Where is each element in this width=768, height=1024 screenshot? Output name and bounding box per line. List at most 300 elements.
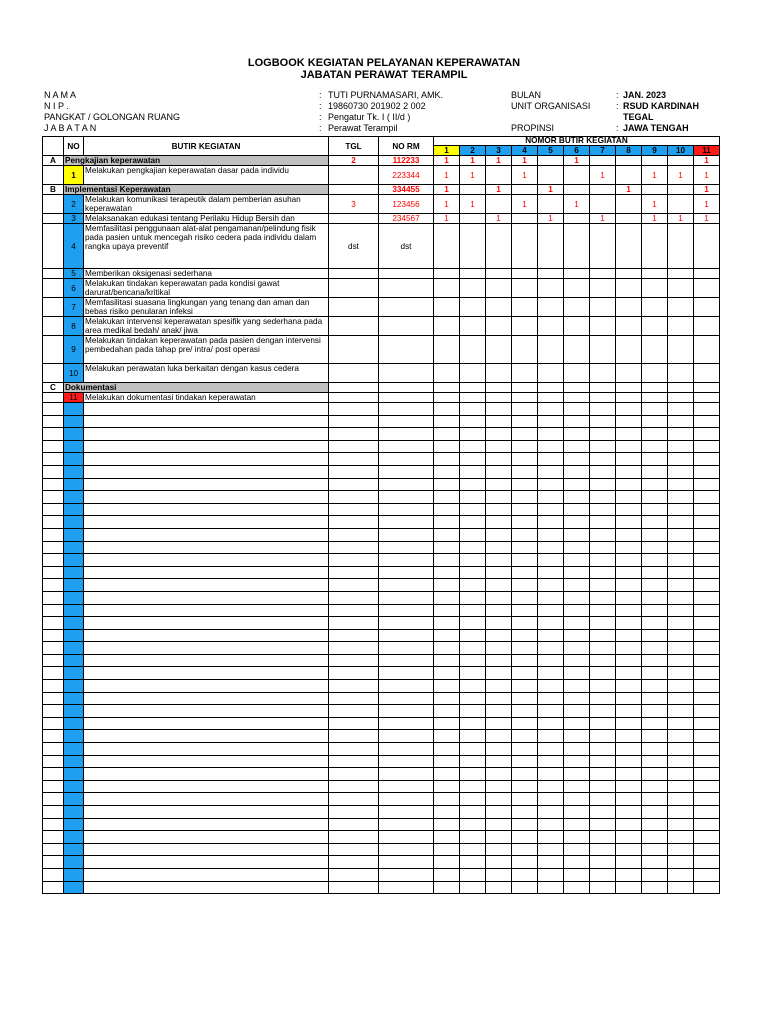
blank-cell [329,793,379,806]
blank-cell [434,591,460,604]
blank-cell [43,654,64,667]
blank-cell [84,579,329,592]
blank-cell [43,166,64,185]
blank-cell [379,440,434,453]
row-number [64,453,84,466]
blank-cell [43,831,64,844]
title-line-1: LOGBOOK KEGIATAN PELAYANAN KEPERAWATAN [247,57,521,69]
blank-cell [43,667,64,680]
blank-cell [642,566,668,579]
blank-cell [668,768,694,781]
blank-cell [460,654,486,667]
blank-cell [43,516,64,529]
blank-cell [590,629,616,642]
mark-cell [564,393,590,403]
blank-cell [329,554,379,567]
blank-cell [329,806,379,819]
blank-cell [616,768,642,781]
mark-cell [460,269,486,279]
blank-cell [694,780,720,793]
blank-cell [43,768,64,781]
section-title: Dokumentasi [64,383,329,393]
blank-cell [616,717,642,730]
blank-cell [564,528,590,541]
blank-cell [379,629,434,642]
mark-cell [486,166,512,185]
blank-cell [642,453,668,466]
blank-cell [642,705,668,718]
norm-cell: 334455 [379,185,434,195]
blank-cell [379,465,434,478]
section-letter: B [43,185,64,195]
blank-cell [564,667,590,680]
mark-cell [460,336,486,364]
blank-cell [43,717,64,730]
blank-cell [43,856,64,869]
blank-cell [486,604,512,617]
blank-cell [434,579,460,592]
mark-cell [590,195,616,214]
blank-cell [434,440,460,453]
unit-value: RSUD KARDINAH [623,101,699,111]
row-number: 8 [64,317,84,336]
norm-cell [379,279,434,298]
blank-cell [616,541,642,554]
mark-cell [512,185,538,195]
blank-cell [512,780,538,793]
blank-cell [564,478,590,491]
empty-row [43,503,720,516]
blank-cell [329,528,379,541]
blank-cell [486,755,512,768]
blank-cell [564,768,590,781]
blank-cell [616,604,642,617]
butir-description: Memfasilitasi suasana lingkungan yang tenang dan aman dan bebas risiko penularan infeksi [84,298,329,317]
blank-cell [486,730,512,743]
blank-cell [564,440,590,453]
blank-cell [590,717,616,730]
blank-cell [379,591,434,604]
blank-cell [642,604,668,617]
blank-cell [668,491,694,504]
blank-cell [460,831,486,844]
norm-cell [379,336,434,364]
blank-cell [43,806,64,819]
blank-cell [43,617,64,630]
blank-cell [84,692,329,705]
blank-cell [538,629,564,642]
tgl-cell [329,269,379,279]
row-number: 2 [64,195,84,214]
blank-cell [694,617,720,630]
mark-cell: 1 [694,156,720,166]
blank-cell [434,667,460,680]
mark-cell [642,269,668,279]
mark-cell [668,317,694,336]
blank-cell [668,831,694,844]
header-no: NO [64,137,84,156]
mark-cell [434,298,460,317]
blank-cell [642,881,668,894]
blank-cell [379,881,434,894]
blank-cell [668,642,694,655]
mark-cell [486,317,512,336]
blank-cell [329,843,379,856]
blank-cell [668,528,694,541]
blank-cell [642,667,668,680]
mark-cell [434,317,460,336]
colon: : [319,90,322,100]
blank-cell [84,541,329,554]
blank-cell [84,516,329,529]
colon: : [319,112,322,122]
blank-cell [616,743,642,756]
tgl-cell [329,336,379,364]
blank-cell [564,780,590,793]
row-number [64,428,84,441]
butir-description: Melakukan tindakan keperawatan pada kondisi gawat darurat/bencana/kritikal [84,279,329,298]
blank-cell [590,428,616,441]
blank-cell [564,428,590,441]
mark-cell: 1 [460,166,486,185]
row-number [64,856,84,869]
mark-cell [616,336,642,364]
blank-cell [329,818,379,831]
blank-cell [538,617,564,630]
blank-cell [460,503,486,516]
blank-cell [43,642,64,655]
butir-description: Melakukan intervensi keperawatan spesifik yang sederhana pada area medikal bedah/ anak/ jiwa [84,317,329,336]
blank-cell [329,415,379,428]
empty-row [43,680,720,693]
colon: : [616,123,619,133]
butir-description: Melakukan tindakan keperawatan pada pasien dengan intervensi pembedahan pada tahap pre/ intra/ post operasi [84,336,329,364]
mark-cell [590,393,616,403]
blank-cell [538,793,564,806]
blank-cell [512,717,538,730]
blank-cell [43,478,64,491]
blank-cell [642,717,668,730]
blank-cell [486,831,512,844]
blank-cell [512,516,538,529]
norm-cell [379,269,434,279]
blank-cell [486,806,512,819]
blank-cell [379,491,434,504]
blank-cell [694,831,720,844]
tgl-cell [329,364,379,383]
row-number [64,503,84,516]
blank-cell [564,516,590,529]
blank-cell [694,478,720,491]
mark-cell [538,336,564,364]
tgl-cell [329,185,379,195]
blank-cell [379,478,434,491]
blank-cell [590,541,616,554]
mark-cell [512,393,538,403]
blank-cell [84,730,329,743]
mark-cell [590,224,616,269]
blank-cell [538,579,564,592]
mark-cell [564,336,590,364]
blank-cell [694,528,720,541]
blank-cell [616,554,642,567]
norm-cell: 223344 [379,166,434,185]
blank-cell [486,743,512,756]
blank-cell [84,566,329,579]
blank-cell [694,881,720,894]
mark-cell: 1 [434,195,460,214]
row-number: 11 [64,393,84,403]
mark-cell: 1 [668,214,694,224]
empty-row [43,831,720,844]
section-title: Pengkajian keperawatan [64,156,329,166]
mark-cell [616,279,642,298]
blank-cell [43,579,64,592]
blank-cell [616,403,642,416]
mark-cell [564,214,590,224]
tgl-cell: 2 [329,156,379,166]
mark-cell [564,383,590,393]
mark-cell: 1 [434,156,460,166]
blank-cell [84,629,329,642]
blank-cell [590,692,616,705]
blank-cell [616,868,642,881]
blank-cell [538,705,564,718]
blank-cell [512,654,538,667]
blank-cell [434,541,460,554]
blank-cell [616,793,642,806]
blank-cell [84,780,329,793]
blank-cell [486,579,512,592]
blank-cell [564,642,590,655]
blank-cell [329,465,379,478]
row-number [64,705,84,718]
empty-row [43,856,720,869]
mark-cell [590,279,616,298]
blank-cell [694,428,720,441]
header-nomor-butir: NOMOR BUTIR KEGIATAN [434,137,720,146]
blank-cell [616,654,642,667]
blank-cell [460,604,486,617]
mark-cell [694,224,720,269]
blank-cell [616,667,642,680]
row-number [64,629,84,642]
row-number: 7 [64,298,84,317]
blank-cell [694,856,720,869]
mark-cell: 1 [434,185,460,195]
mark-cell: 1 [512,195,538,214]
nip-label: N I P . [44,101,69,111]
blank-cell [564,868,590,881]
blank-cell [379,617,434,630]
row-number [64,868,84,881]
blank-cell [668,717,694,730]
section-row [43,185,720,195]
blank-cell [379,755,434,768]
empty-row [43,843,720,856]
blank-cell [642,843,668,856]
blank-cell [512,465,538,478]
blank-cell [84,793,329,806]
blank-cell [434,516,460,529]
tgl-cell [329,383,379,393]
empty-row [43,579,720,592]
blank-cell [616,579,642,592]
blank-cell [434,755,460,768]
blank-cell [694,642,720,655]
blank-cell [486,667,512,680]
blank-cell [460,692,486,705]
blank-cell [512,579,538,592]
blank-cell [434,856,460,869]
butir-description: Melakukan pengkajian keperawatan dasar pada individu [84,166,329,185]
mark-cell [434,279,460,298]
blank-cell [564,554,590,567]
blank-cell [379,843,434,856]
blank-cell [642,465,668,478]
blank-cell [538,831,564,844]
blank-cell [694,629,720,642]
row-number [64,768,84,781]
blank-cell [379,428,434,441]
mark-cell [512,364,538,383]
blank-cell [434,642,460,655]
blank-cell [460,478,486,491]
empty-row [43,642,720,655]
row-number [64,793,84,806]
blank-cell [590,667,616,680]
mark-cell [486,364,512,383]
empty-row [43,755,720,768]
blank-cell [84,806,329,819]
blank-cell [642,868,668,881]
blank-cell [668,428,694,441]
blank-cell [329,768,379,781]
blank-cell [590,617,616,630]
empty-row [43,403,720,416]
mark-cell [668,336,694,364]
header-tgl: TGL [329,137,379,156]
norm-cell: 234567 [379,214,434,224]
blank-cell [564,503,590,516]
blank-cell [538,465,564,478]
blank-cell [329,856,379,869]
blank-cell [434,868,460,881]
blank-cell [379,566,434,579]
blank-cell [512,692,538,705]
blank-cell [512,755,538,768]
unit-label: UNIT ORGANISASI [511,101,591,111]
row-number [64,818,84,831]
blank-cell [616,591,642,604]
blank-cell [538,591,564,604]
blank-cell [694,415,720,428]
mark-cell: 1 [564,156,590,166]
row-number [64,780,84,793]
blank-cell [616,503,642,516]
blank-cell [486,415,512,428]
blank-cell [512,730,538,743]
blank-cell [84,503,329,516]
blank-cell [668,818,694,831]
mark-cell [642,364,668,383]
mark-cell [616,224,642,269]
blank-cell [564,541,590,554]
blank-cell [460,717,486,730]
table-row [43,317,720,336]
blank-cell [694,717,720,730]
norm-cell: dst [379,224,434,269]
num-header: 9 [642,146,668,156]
num-header: 3 [486,146,512,156]
row-number [64,516,84,529]
blank-cell [668,730,694,743]
colon: : [616,90,619,100]
row-number [64,465,84,478]
blank-cell [512,440,538,453]
blank-cell [538,843,564,856]
blank-cell [616,818,642,831]
blank-cell [616,705,642,718]
mark-cell: 1 [694,214,720,224]
blank-cell [694,843,720,856]
blank-cell [486,843,512,856]
blank-cell [564,755,590,768]
blank-cell [668,403,694,416]
mark-cell [538,298,564,317]
table-row [43,364,720,383]
blank-cell [642,541,668,554]
blank-cell [379,541,434,554]
mark-cell [486,224,512,269]
blank-cell [642,755,668,768]
mark-cell [486,298,512,317]
blank-cell [564,692,590,705]
blank-cell [538,667,564,680]
blank-cell [668,743,694,756]
blank-cell [329,428,379,441]
mark-cell: 1 [668,166,694,185]
blank-cell [460,465,486,478]
num-header: 11 [694,146,720,156]
empty-row [43,465,720,478]
empty-row [43,554,720,567]
blank-cell [512,503,538,516]
mark-cell [668,393,694,403]
blank-cell [512,806,538,819]
num-header: 4 [512,146,538,156]
blank-cell [84,868,329,881]
row-number [64,591,84,604]
blank-cell [43,680,64,693]
blank-cell [590,440,616,453]
row-number [64,528,84,541]
blank-cell [694,818,720,831]
row-number [64,642,84,655]
blank-cell [590,868,616,881]
blank-cell [694,793,720,806]
blank-cell [694,743,720,756]
tgl-cell [329,279,379,298]
blank-cell [329,516,379,529]
jabatan-label: J A B A T A N [44,123,97,133]
blank-cell [564,604,590,617]
blank-cell [434,428,460,441]
blank-cell [512,768,538,781]
num-header: 8 [616,146,642,156]
table-row [43,195,720,214]
blank-cell [84,642,329,655]
